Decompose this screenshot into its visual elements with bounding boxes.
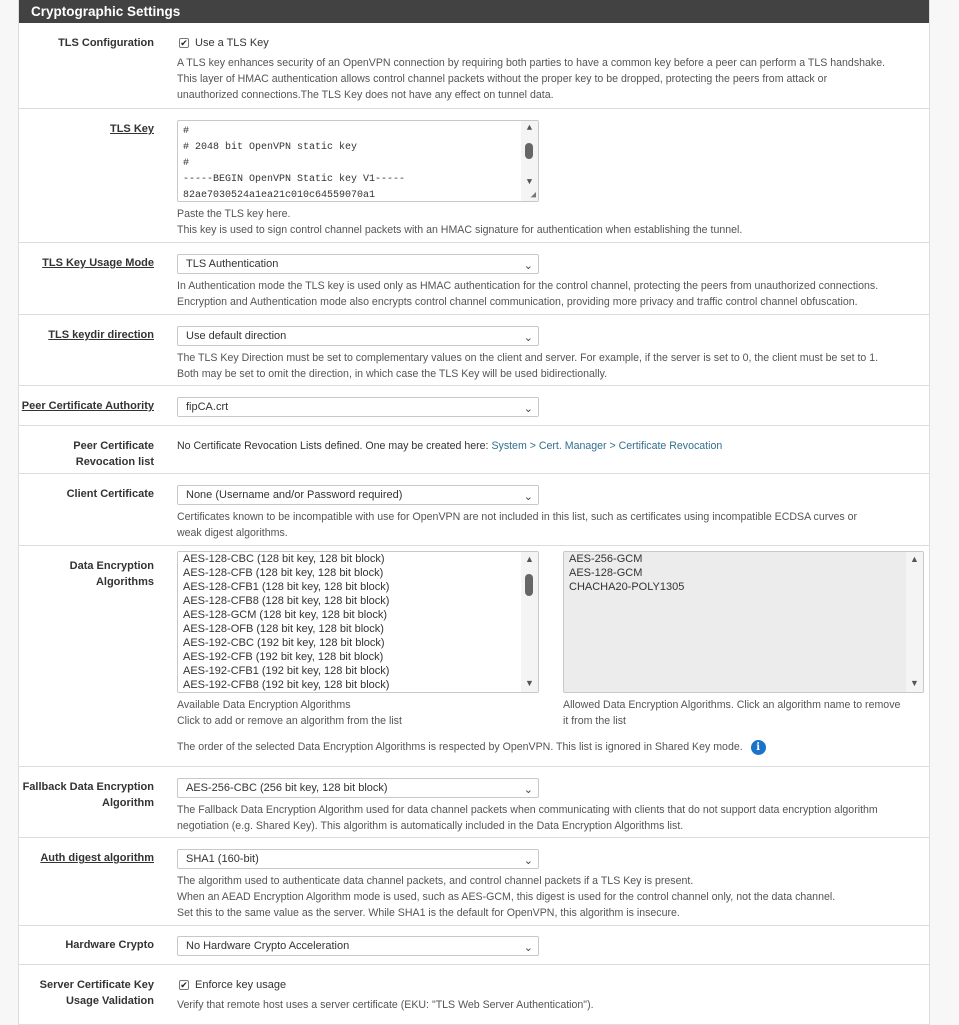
enforce-key-usage-label: Enforce key usage (195, 979, 287, 991)
allowed-algorithms-help: Allowed Data Encryption Algorithms. Click an algorithm name to remove it from the list (563, 699, 901, 727)
list-item[interactable]: CHACHA20-POLY1305 (569, 581, 685, 593)
chevron-down-icon: ⌄ (523, 855, 533, 867)
fallback-encryption-help: The Fallback Data Encryption Algorithm used for data channel packets when communicating with clients that do not support data encryption algorithm negotiation (e.g. Shared Key). This algorithm is automatically included in the Data Encryption Algorithms list. (177, 804, 878, 832)
auth-digest-row (19, 838, 929, 926)
list-item[interactable]: AES-192-CFB1 (192 bit key, 128 bit block) (183, 665, 390, 677)
list-item[interactable]: AES-128-CFB (128 bit key, 128 bit block) (183, 567, 384, 579)
list-item[interactable]: AES-128-CFB1 (128 bit key, 128 bit block) (183, 581, 390, 593)
server-cert-validation-help: Verify that remote host uses a server certificate (EKU: "TLS Web Server Authentication"). (177, 999, 594, 1011)
peer-crl-label: Peer Certificate Revocation list (73, 440, 154, 468)
peer-crl-row (19, 426, 929, 474)
client-cert-select[interactable]: None (Username and/or Password required) ⌄ (177, 485, 539, 505)
check-icon: ✔ (180, 37, 188, 48)
peer-ca-select[interactable]: fipCA.crt ⌄ (177, 397, 539, 417)
available-algorithms-help: Available Data Encryption Algorithms Click to add or remove an algorithm from the list (177, 699, 402, 727)
tls-configuration-label: TLS Configuration (58, 37, 154, 49)
info-icon[interactable]: i (751, 740, 766, 755)
enforce-key-usage-checkbox[interactable] (177, 977, 925, 993)
tls-configuration-help: A TLS key enhances security of an OpenVPN connection by requiring both parties to have a common key before a peer can perform a TLS handshake. This layer of HMAC authentication allows control channel packets without the proper key to be dropped, protecting the peers from attack or unauthorized connections.The TLS Key does not have any effect on tunnel data. (177, 57, 886, 101)
tls-keydir-select[interactable]: Use default direction ⌄ (177, 326, 539, 346)
scroll-thumb[interactable] (525, 143, 533, 159)
scroll-up-icon[interactable]: ▲ (525, 554, 534, 564)
scroll-up-icon[interactable]: ▲ (910, 554, 919, 564)
tls-keydir-label: TLS keydir direction (48, 329, 154, 341)
hardware-crypto-select[interactable]: No Hardware Crypto Acceleration ⌄ (177, 936, 539, 956)
tls-key-label: TLS Key (109, 123, 154, 135)
data-encryption-row (19, 546, 929, 767)
allowed-list-scrollbar[interactable] (906, 552, 923, 692)
check-icon: ✔ (180, 979, 188, 990)
list-item[interactable]: AES-192-CBC (192 bit key, 128 bit block) (183, 637, 385, 649)
tls-key-usage-label: TLS Key Usage Mode (42, 257, 154, 269)
auth-digest-help: The algorithm used to authenticate data channel packets, and control channel packets if a TLS Key is present. When an AEAD Encryption Algorithm mode is used, such as AES-GCM, this digest is used for the control channel only, not the data channel. Set this to the same value as the server. While SHA1 is the default for OpenVPN, this algorithm is insecure. (177, 875, 836, 919)
list-item[interactable]: AES-192-CFB8 (192 bit key, 128 bit block) (183, 679, 390, 691)
tls-key-usage-help: In Authentication mode the TLS key is used only as HMAC authentication for the control channel, protecting the peers from unauthorized connections. Encryption and Authentication mode also encrypts control channel communication, providing more privacy and traffic control channel obfuscation. (177, 280, 879, 308)
list-item[interactable]: AES-192-CFB (192 bit key, 128 bit block) (183, 651, 384, 663)
available-algorithms-list[interactable] (177, 551, 539, 693)
resize-grip-icon[interactable]: ◢ (530, 190, 536, 200)
fallback-encryption-row (19, 767, 929, 838)
tls-key-usage-select[interactable]: TLS Authentication ⌄ (177, 254, 539, 274)
client-cert-row (19, 474, 929, 546)
tls-key-textarea[interactable]: # # 2048 bit OpenVPN static key # -----BEGIN OpenVPN Static key V1----- 82ae7030524a1ea21c010c64559070a1 ▲ ▼ ◢ (177, 120, 539, 202)
scroll-thumb[interactable] (525, 574, 533, 596)
tls-key-row (19, 109, 929, 243)
use-tls-key-label: Use a TLS Key (195, 37, 269, 49)
fallback-encryption-label: Fallback Data Encryption Algorithm (22, 781, 154, 809)
list-item[interactable]: AES-128-GCM (569, 567, 643, 579)
chevron-down-icon: ⌄ (523, 403, 533, 415)
server-cert-validation-label: Server Certificate Key Usage Validation (39, 979, 154, 1007)
list-item[interactable]: AES-128-GCM (128 bit key, 128 bit block) (183, 609, 387, 621)
tls-keydir-help: The TLS Key Direction must be set to complementary values on the client and server. For example, if the server is set to 0, the client must be set to 1. Both may be set to omit the direction, in which case the TLS Key will be used bidirectionally. (177, 352, 879, 380)
chevron-down-icon: ⌄ (523, 332, 533, 344)
data-encryption-label: Data Encryption Algorithms (69, 560, 154, 588)
algorithm-order-note: The order of the selected Data Encryption Algorithms is respected by OpenVPN. This list is ignored in Shared Key mode. i (177, 739, 766, 755)
list-item[interactable]: AES-256-GCM (569, 553, 643, 565)
scroll-down-icon[interactable]: ▼ (910, 678, 919, 688)
tls-key-usage-row (19, 243, 929, 315)
tls-key-help: Paste the TLS key here. This key is used to sign control channel packets with an HMAC signature for authentication when establishing the tunnel. (177, 208, 743, 236)
hardware-crypto-label: Hardware Crypto (65, 939, 154, 951)
list-item[interactable]: AES-128-CBC (128 bit key, 128 bit block) (183, 553, 385, 565)
chevron-down-icon: ⌄ (523, 260, 533, 272)
use-tls-key-checkbox[interactable] (177, 35, 925, 51)
tls-configuration-row (19, 23, 929, 109)
peer-ca-label: Peer Certificate Authority (21, 400, 154, 412)
certificate-revocation-link[interactable]: System > Cert. Manager > Certificate Revocation (491, 440, 723, 452)
fallback-encryption-select[interactable]: AES-256-CBC (256 bit key, 128 bit block) ⌄ (177, 778, 539, 798)
tls-keydir-row (19, 315, 929, 386)
scroll-down-icon[interactable]: ▼ (526, 177, 533, 187)
scroll-down-icon[interactable]: ▼ (525, 678, 534, 688)
peer-crl-text: No Certificate Revocation Lists defined. One may be created here: System > Cert. Manager > Certificate Revocation (177, 440, 723, 452)
server-cert-validation-row (19, 965, 929, 1021)
list-item[interactable]: AES-128-CFB8 (128 bit key, 128 bit block) (183, 595, 390, 607)
chevron-down-icon: ⌄ (523, 942, 533, 954)
list-item[interactable]: AES-128-OFB (128 bit key, 128 bit block) (183, 623, 384, 635)
chevron-down-icon: ⌄ (523, 491, 533, 503)
hardware-crypto-row (19, 926, 929, 965)
peer-ca-row (19, 386, 929, 426)
cryptographic-settings-panel (18, 0, 930, 1025)
panel-title: Cryptographic Settings (19, 0, 929, 23)
available-list-scrollbar[interactable] (521, 552, 538, 692)
auth-digest-select[interactable]: SHA1 (160-bit) ⌄ (177, 849, 539, 869)
allowed-algorithms-list[interactable] (563, 551, 924, 693)
tls-key-scrollbar[interactable] (521, 121, 538, 201)
auth-digest-label: Auth digest algorithm (40, 852, 154, 864)
scroll-up-icon[interactable]: ▲ (526, 123, 533, 133)
client-cert-help: Certificates known to be incompatible with use for OpenVPN are not included in this list, such as certificates using incompatible ECDSA curves or weak digest algorithms. (177, 511, 858, 539)
chevron-down-icon: ⌄ (523, 784, 533, 796)
client-cert-label: Client Certificate (66, 488, 154, 500)
